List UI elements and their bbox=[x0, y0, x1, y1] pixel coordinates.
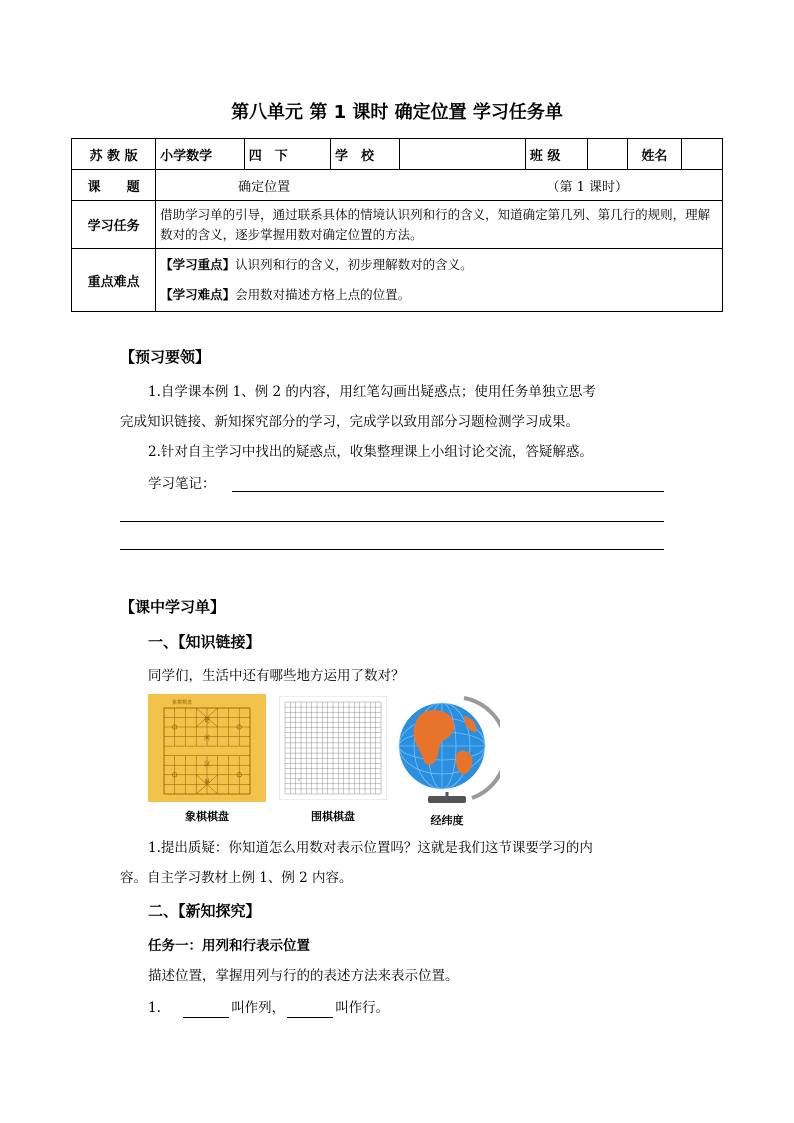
notes-line-2[interactable] bbox=[120, 521, 664, 522]
task-text: 借助学习单的引导，通过联系具体的情境认识列和行的含义，知道确定第几列、第几行的规则，理解数对的含义，逐步掌握用数对确定位置的方法。 bbox=[156, 201, 723, 249]
info-table bbox=[71, 138, 723, 312]
caption-chinese-chess: 象棋棋盘 bbox=[185, 810, 229, 823]
subject-cell: 小学数学 bbox=[156, 139, 245, 170]
key-cell bbox=[156, 249, 723, 312]
globe-image bbox=[394, 694, 500, 806]
lesson-value: （第 1 课时） bbox=[546, 179, 628, 195]
fill-number: 1. bbox=[148, 1000, 161, 1016]
key-point-tag: 【学习重点】 bbox=[160, 257, 236, 272]
preview-heading: 【预习要领】 bbox=[120, 348, 211, 366]
key-point-text: 认识列和行的含义，初步理解数对的含义。 bbox=[235, 257, 473, 272]
class-value[interactable] bbox=[587, 139, 627, 170]
notes-line-3[interactable] bbox=[120, 549, 664, 550]
school-label: 学 校 bbox=[331, 139, 400, 170]
notes-label: 学习笔记： bbox=[148, 476, 216, 492]
part1-question: 同学们，生活中还有哪些地方运用了数对？ bbox=[148, 668, 405, 684]
name-value[interactable] bbox=[681, 139, 722, 170]
page-title: 第八单元 第 1 课时 确定位置 学习任务单 bbox=[231, 102, 563, 123]
class-sheet-heading: 【课中学习单】 bbox=[120, 598, 226, 616]
preview-item2: 2.针对自主学习中找出的疑惑点，收集整理课上小组讨论交流，答疑解惑。 bbox=[148, 444, 593, 460]
topic-value-cell bbox=[156, 170, 723, 201]
grade-cell: 四 下 bbox=[244, 139, 330, 170]
fill-text-row: 叫作行。 bbox=[335, 1000, 390, 1016]
go-board-image bbox=[279, 696, 387, 800]
part1-heading: 一、【知识链接】 bbox=[148, 633, 261, 651]
column-blank[interactable] bbox=[183, 1003, 229, 1018]
chess-board-header: 象棋棋盘 bbox=[172, 700, 193, 706]
row-blank[interactable] bbox=[287, 1003, 333, 1018]
topic-label: 课 题 bbox=[72, 170, 156, 201]
chess-river-char-3: 汉 bbox=[204, 761, 211, 768]
task1-desc: 描述位置，掌握用列与行的的表述方法来表示位置。 bbox=[148, 968, 459, 984]
preview-item1-line2: 完成知识链接、新知探究部分的学习，完成学以致用部分习题检测学习成果。 bbox=[120, 414, 579, 430]
edition-cell: 苏 教 版 bbox=[72, 139, 156, 170]
key-label: 重点难点 bbox=[72, 249, 156, 312]
chinese-chess-board-image bbox=[148, 694, 266, 802]
difficulty-text: 会用数对描述方格上点的位置。 bbox=[235, 287, 411, 302]
fill-text-column: 叫作列， bbox=[231, 1000, 286, 1016]
chess-river-char-4: 界 bbox=[204, 779, 211, 786]
caption-go-board: 围棋棋盘 bbox=[311, 810, 355, 823]
class-label: 班 级 bbox=[525, 139, 587, 170]
difficulty-tag: 【学习难点】 bbox=[160, 287, 236, 302]
question1-line2: 容。自主学习教材上例 1、例 2 内容。 bbox=[120, 870, 353, 886]
chess-river-char-2: 河 bbox=[204, 735, 211, 742]
school-value[interactable] bbox=[399, 139, 525, 170]
task1-heading: 任务一：用列和行表示位置 bbox=[148, 938, 310, 954]
topic-value: 确定位置 bbox=[238, 179, 291, 195]
caption-globe: 经纬度 bbox=[430, 814, 464, 827]
preview-item1-line1: 1.自学课本例 1、例 2 的内容，用红笔勾画出疑惑点；使用任务单独立思考 bbox=[148, 384, 596, 400]
question1-line1: 1.提出质疑：你知道怎么用数对表示位置吗？这就是我们这节课要学习的内 bbox=[148, 840, 593, 856]
task-label: 学习任务 bbox=[72, 201, 156, 249]
part2-heading: 二、【新知探究】 bbox=[148, 902, 261, 920]
name-label: 姓名 bbox=[627, 139, 681, 170]
notes-line-1[interactable] bbox=[232, 491, 664, 492]
chess-river-char-1: 楚 bbox=[204, 717, 211, 724]
fill-in-line bbox=[148, 998, 389, 1018]
